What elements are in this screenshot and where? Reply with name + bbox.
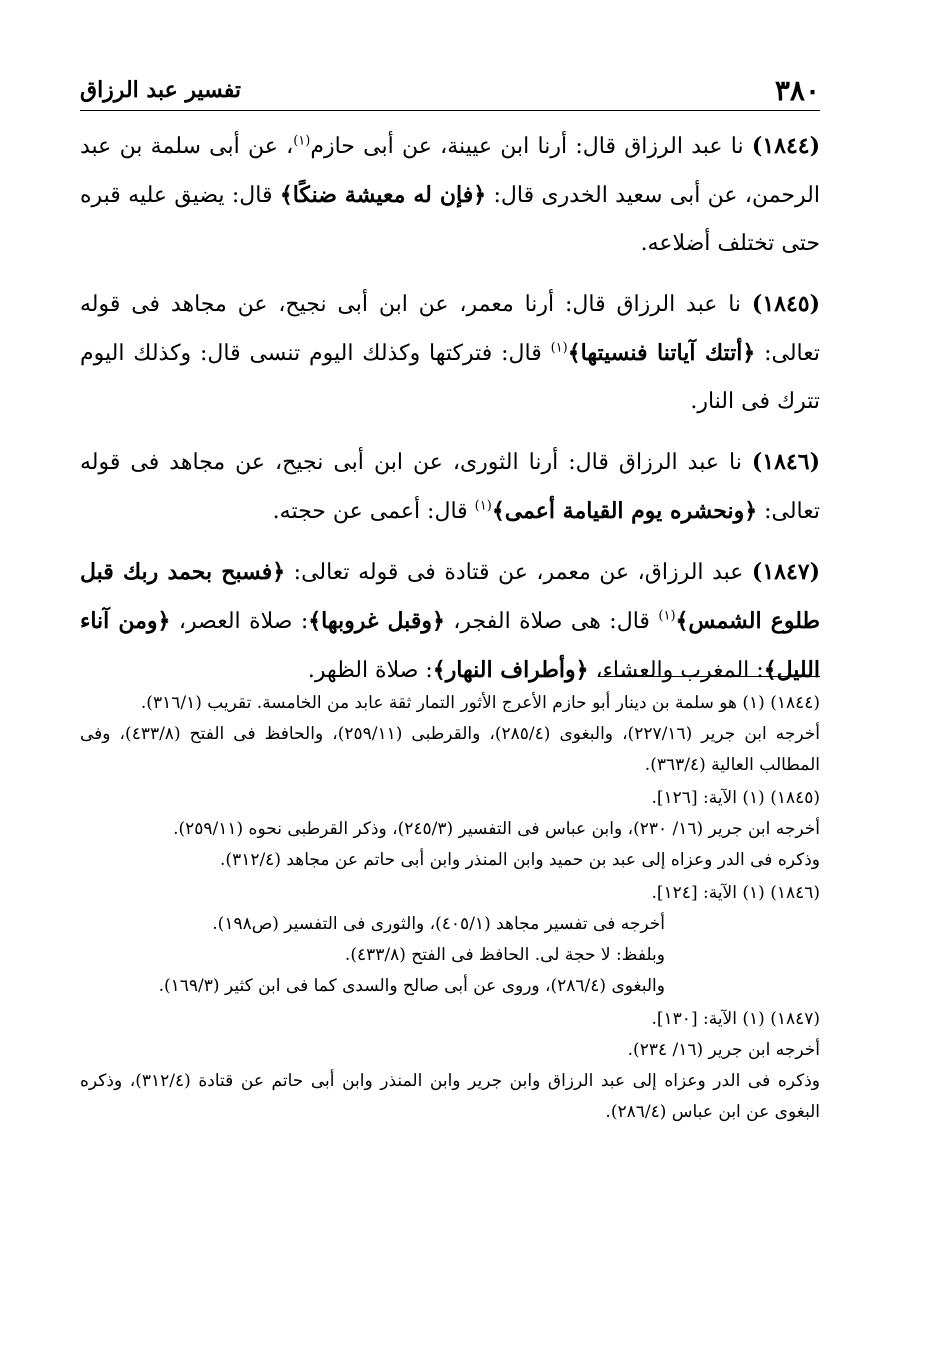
- entry-text: قال: هى صلاة الفجر،: [453, 609, 650, 634]
- entry-number: (١٨٤٦): [751, 449, 820, 475]
- entry-text: : صلاة العصر،: [178, 609, 309, 634]
- entry-1844: [80, 122, 820, 268]
- quran-verse: ﴿وأطراف النهار﴾: [432, 657, 589, 683]
- footnote-line: وبلفظ: لا حجة لى. الحافظ فى الفتح (٤٣٣/٨).: [344, 945, 665, 965]
- footnote-line: والبغوى (٢٨٦/٤)، وروى عن أبى صالح والسدى كما فى ابن كثير (١٦٩/٣).: [158, 976, 665, 996]
- footnote-1847: [80, 1004, 820, 1128]
- footnote-line: أخرجه ابن جرير (٢٢٧/١٦)، والبغوى (٢٨٥/٤)، والقرطبى (٢٥٩/١١)، والحافظ فى الفتح (٤٣٣/٨)، وفى المطالب العالية (٣٦٣/٤).: [80, 724, 820, 775]
- quran-verse: ﴿فسبح بحمد ربك قبل طلوع الشمس﴾: [80, 559, 821, 634]
- entry-text: نا عبد الرزاق قال: أرنا ابن عيينة، عن أبى حازم: [310, 134, 744, 159]
- entry-text: نا عبد الرزاق قال: أرنا الثورى، عن ابن أبى نجيح، عن مجاهد فى قوله تعالى:: [80, 450, 820, 524]
- entry-number: (١٨٤٥): [751, 291, 820, 317]
- entry-1845: [80, 280, 820, 426]
- entry-text: قال: يضيق عليه قبره حتى تختلف أضلاعه.: [80, 183, 820, 256]
- footnotes: [80, 688, 820, 1130]
- footnote-line: أخرجه ابن جرير (١٦/ ٢٣٠)، وابن عباس فى التفسير (٢٤٥/٣)، وذكر القرطبى نحوه (٢٥٩/١١).: [173, 819, 820, 839]
- footnote-line: (١٨٤٤) (١) هو سلمة بن دينار أبو حازم الأعرج الأثور التمار ثقة عابد من الخامسة. تقريب (٣١٦/١).: [140, 693, 820, 713]
- footnote-line: وذكره فى الدر وعزاه إلى عبد بن حميد وابن المنذر وابن أبى حاتم عن مجاهد (٣١٢/٤).: [220, 850, 820, 870]
- footnote-line: (١٨٤٧) (١) الآية: [١٣٠].: [651, 1009, 820, 1029]
- quran-verse: ﴿فإن له معيشة ضنكًا﴾: [279, 182, 487, 208]
- quran-verse: ﴿ومن آناء الليل﴾: [80, 608, 820, 683]
- entry-text: ، عن أبى سلمة بن عبد الرحمن، عن أبى سعيد الخدرى قال:: [80, 134, 820, 208]
- quran-verse: ﴿وقبل غروبها﴾: [308, 608, 445, 634]
- entry-text: : صلاة الظهر.: [307, 658, 433, 683]
- quran-verse: ﴿أتتك آياتنا فنسيتها﴾: [567, 340, 756, 366]
- quran-verse: ﴿ونحشره يوم القيامة أعمى﴾: [491, 498, 758, 524]
- footnote-1845: [80, 783, 820, 876]
- entry-1846: [80, 438, 820, 536]
- running-title: تفسير عبد الرزاق: [80, 77, 242, 103]
- footnote-marker: (١): [474, 498, 492, 514]
- footnote-marker: (١): [658, 608, 676, 624]
- entry-text: قال: فتركتها وكذلك اليوم تنسى قال: وكذلك اليوم تترك فى النار.: [80, 341, 820, 414]
- footnote-line: (١٨٤٥) (١) الآية: [١٢٦].: [651, 788, 820, 808]
- entry-text: قال: أعمى عن حجته.: [272, 499, 468, 524]
- page-header: [80, 70, 820, 111]
- entry-text: : المغرب والعشاء،: [595, 658, 764, 683]
- entry-1847: [80, 548, 820, 695]
- entry-text: نا عبد الرزاق قال: أرنا معمر، عن ابن أبى نجيح، عن مجاهد فى قوله تعالى:: [80, 292, 820, 366]
- footnote-line: (١٨٤٦) (١) الآية: [١٢٤].: [651, 883, 820, 903]
- entry-number: (١٨٤٧): [751, 559, 821, 585]
- footnote-separator: [600, 676, 820, 677]
- footnote-line: وذكره فى الدر وعزاه إلى عبد الرزاق وابن جرير وابن المنذر وابن أبى حاتم عن قتادة (٣١٢/٤)، وذكره البغوى عن ابن عباس (٢٨٦/٤).: [80, 1071, 820, 1122]
- main-text: [80, 122, 820, 707]
- page-number: ٣٨٠: [774, 73, 820, 107]
- footnote-1846: [80, 878, 820, 1002]
- footnote-1844: [80, 688, 820, 781]
- footnote-marker: (١): [550, 340, 568, 356]
- entry-number: (١٨٤٤): [751, 133, 820, 159]
- footnote-line: أخرجه ابن جرير (١٦/ ٢٣٤).: [627, 1040, 820, 1060]
- footnote-line: أخرجه فى تفسير مجاهد (٤٠٥/١)، والثورى فى التفسير (ص١٩٨).: [212, 914, 665, 934]
- entry-text: عبد الرزاق، عن معمر، عن قتادة فى قوله تعالى:: [293, 560, 744, 585]
- footnote-marker: (١): [293, 133, 311, 149]
